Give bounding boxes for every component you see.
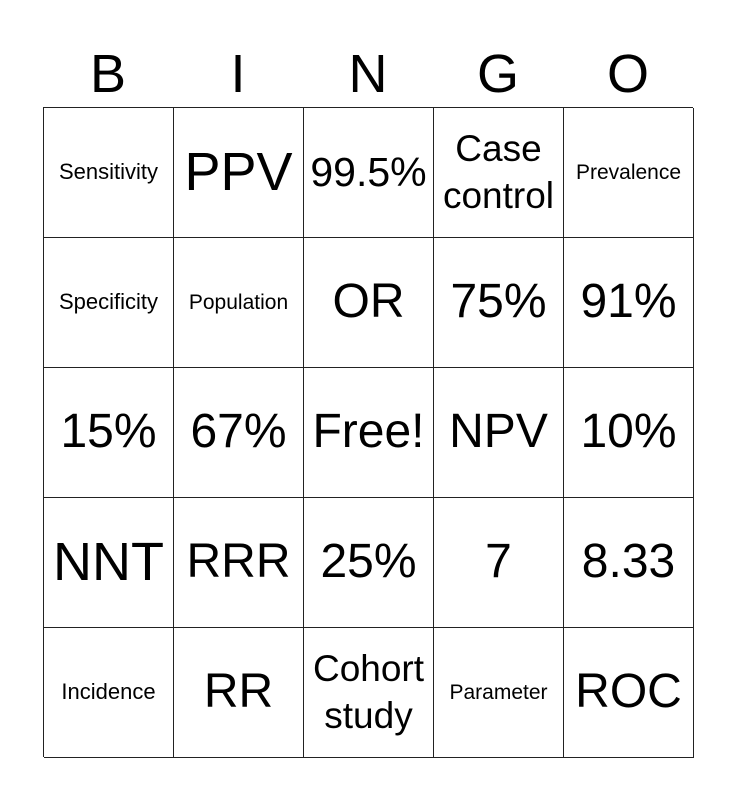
header-letter-b: B [89, 44, 127, 104]
cell-label: 7 [485, 535, 512, 589]
header-letter-g: G [476, 44, 519, 104]
cell-label: Cohort study [312, 647, 425, 736]
bingo-cell-or[interactable] [304, 238, 434, 368]
bingo-cell-7[interactable] [434, 498, 564, 628]
bingo-cell-ppv[interactable] [174, 108, 304, 238]
bingo-cell-case-control[interactable] [434, 108, 564, 238]
bingo-cell-15-percent[interactable] [44, 368, 174, 498]
cell-label: 99.5% [310, 148, 427, 195]
bingo-cell-91-percent[interactable] [564, 238, 694, 368]
cell-label: ROC [575, 665, 682, 719]
cell-label: Case control [442, 127, 555, 216]
bingo-cell-25-percent[interactable] [304, 498, 434, 628]
header-letter-n: N [348, 44, 388, 104]
cell-label: NPV [449, 405, 548, 459]
bingo-cell-cohort-study[interactable] [304, 628, 434, 758]
bingo-cell-prevalence[interactable] [564, 108, 694, 238]
header-letter-o: O [606, 44, 649, 104]
bingo-cell-npv[interactable] [434, 368, 564, 498]
cell-label: RR [203, 665, 274, 719]
cell-label: 75% [450, 275, 547, 329]
cell-label: 8.33 [581, 535, 676, 589]
bingo-cell-sensitivity[interactable] [44, 108, 174, 238]
cell-label: Sensitivity [58, 159, 159, 185]
cell-label: NNT [53, 531, 164, 592]
bingo-cell-10-percent[interactable] [564, 368, 694, 498]
bingo-cell-rrr[interactable] [174, 498, 304, 628]
cell-label: 67% [190, 405, 287, 459]
bingo-cell-nnt[interactable] [44, 498, 174, 628]
cell-label: Free! [312, 405, 425, 459]
bingo-cell-99-5-percent[interactable] [304, 108, 434, 238]
cell-label: Population [188, 290, 289, 314]
cell-label: 10% [580, 405, 677, 459]
bingo-cell-75-percent[interactable] [434, 238, 564, 368]
bingo-cell-8-33[interactable] [564, 498, 694, 628]
cell-label: 91% [580, 275, 677, 329]
cell-label: Incidence [61, 679, 156, 705]
cell-label: RRR [186, 535, 291, 589]
bingo-cell-67-percent[interactable] [174, 368, 304, 498]
bingo-cell-specificity[interactable] [44, 238, 174, 368]
cell-label: Specificity [58, 289, 159, 315]
cell-label: PPV [184, 141, 293, 202]
header-letter-i: I [230, 44, 246, 104]
bingo-cell-population[interactable] [174, 238, 304, 368]
cell-label: 15% [60, 405, 157, 459]
cell-label: Prevalence [575, 160, 682, 184]
cell-label: Parameter [449, 680, 548, 704]
bingo-header [43, 40, 693, 108]
bingo-cell-free-space[interactable] [304, 368, 434, 498]
cell-label: OR [332, 275, 405, 329]
cell-label: 25% [320, 535, 417, 589]
bingo-cell-incidence[interactable] [44, 628, 174, 758]
bingo-cell-rr[interactable] [174, 628, 304, 758]
bingo-cell-roc[interactable] [564, 628, 694, 758]
bingo-card [43, 107, 693, 757]
bingo-cell-parameter[interactable] [434, 628, 564, 758]
